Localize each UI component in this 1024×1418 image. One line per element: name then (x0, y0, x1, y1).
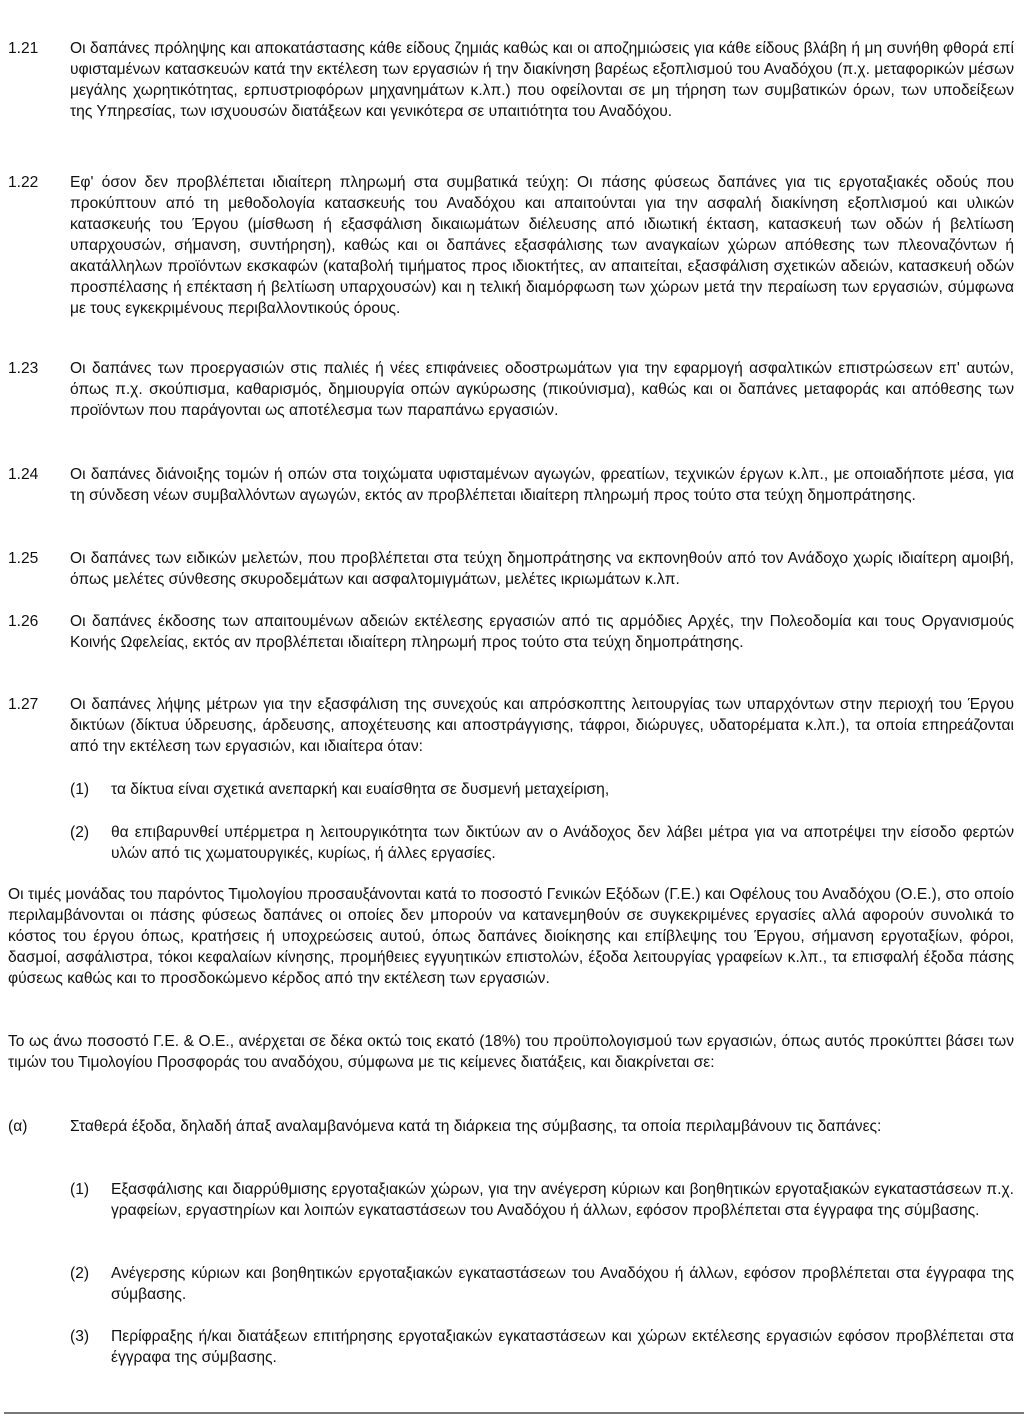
item-text: Οι δαπάνες πρόληψης και αποκατάστασης κάθε είδους ζημιάς καθώς και οι αποζημιώσεις για κάθε είδους βλάβη ή μη συνήθη φθορά επί υφισταμένων κατασκευών κατά την εκτέλεση των εργασιών ή την διακίνηση βαρέως εξοπλισμού του Αναδόχου (π.χ. μεταφορικών μέσων μεγάλης χωρητικότητας, ερπυστριοφόρων μηχανημάτων κ.λπ.) που οφείλονται σε μη τήρηση των συμβατικών όρων, των υποδείξεων της Υπηρεσίας, των ισχυουσών διατάξεων και γενικότερα σε υπαιτιότητα του Αναδόχου. (70, 40, 1014, 120)
page-bottom-divider (4, 1412, 1024, 1414)
body-paragraph: Οι τιμές μονάδας του παρόντος Τιμολογίου προσαυξάνονται κατά το ποσοστό Γενικών Εξόδων (Γ.Ε.) και Οφέλους του Αναδόχου (Ο.Ε.), στο οποίο περιλαμβάνονται οι πάσης φύσεως δαπάνες οι οποίες δεν μπορούν να κατανεμηθούν σε συγκεκριμένες εργασίες αλλά αφορούν συνολικά το κόστος του έργου όπως, κρατήσεις ή υποχρεώσεις αυτού, όπως δαπάνες διοίκησης και επίβλεψης του Έργου, σήμανση εργοταξίων, φόροι, δασμοί, ασφάλιστρα, τόκοι κεφαλαίων κίνησης, προμήθειες εγγυητικών επιστολών, έξοδα λειτουργίας γραφείων κ.λπ., τα επισφαλή έξοδα πάσης φύσεως καθώς και το προσδοκώμενο κέρδος από την εκτέλεση των εργασιών. (8, 886, 1014, 987)
item-number: 1.24 (8, 466, 39, 483)
item-number: 1.26 (8, 613, 39, 630)
section-text: Σταθερά έξοδα, δηλαδή άπαξ αναλαμβανόμενα κατά τη διάρκεια της σύμβασης, τα οποία περιλαμβάνουν τις δαπάνες: (70, 1118, 882, 1135)
subitem-number: (1) (70, 1181, 90, 1198)
item-number: 1.21 (8, 40, 39, 57)
item-number: 1.27 (8, 696, 39, 713)
subitem-text: θα επιβαρυνθεί υπέρμετρα η λειτουργικότητα των δικτύων αν ο Ανάδοχος δεν λάβει μέτρα για να αποτρέψει την είσοδο φερτών υλών από τις χωματουργικές, κυρίως, ή άλλες εργασίες. (111, 824, 1014, 862)
item-number: 1.23 (8, 360, 39, 377)
item-text: Οι δαπάνες λήψης μέτρων για την εξασφάλιση της συνεχούς και απρόσκοπτης λειτουργίας των υπαρχόντων στην περιοχή του Έργου δικτύων (δίκτυα ύδρευσης, άρδευσης, αποχέτευσης και αποστράγγισης, τάφροι, διώρυγες, υδατορέματα κ.λπ.), τα οποία επηρεάζονται από την εκτέλεση των εργασιών, και ιδιαίτερα όταν: (70, 696, 1014, 755)
body-paragraph: Το ως άνω ποσοστό Γ.Ε. & Ο.Ε., ανέρχεται σε δέκα οκτώ τοις εκατό (18%) του προϋπολογισμού των εργασιών, όπως αυτός προκύπτει βάσει των τιμών του Τιμολογίου Προσφοράς του αναδόχου, σύμφωνα με τις κείμενες διατάξεις, και διακρίνεται σε: (8, 1033, 1014, 1071)
item-number: 1.22 (8, 174, 39, 191)
subitem-number: (3) (70, 1328, 90, 1345)
item-text: Οι δαπάνες έκδοσης των απαιτουμένων αδειών εκτέλεσης εργασιών από τις αρμόδιες Αρχές, την Πολεοδομία και τους Οργανισμούς Κοινής Ωφελείας, εκτός αν προβλέπεται ιδιαίτερη πληρωμή προς τούτο στα τεύχη δημοπράτησης. (70, 613, 1014, 651)
item-text: Οι δαπάνες των προεργασιών στις παλιές ή νέες επιφάνειες οδοστρωμάτων για την εφαρμογή ασφαλτικών επιστρώσεων επ' αυτών, όπως π.χ. σκούπισμα, καθαρισμός, δημιουργία οπών αγκύρωσης (πικούνισμα), καθώς και οι δαπάνες μεταφοράς και απόθεσης των προϊόντων που παράγονται ως αποτέλεσμα των παραπάνω εργασιών. (70, 360, 1014, 419)
subitem-text: Περίφραξης ή/και διατάξεων επιτήρησης εργοταξιακών εγκαταστάσεων και χώρων εκτέλεσης εργασιών εφόσον προβλέπεται στα έγγραφα της σύμβασης. (111, 1328, 1014, 1366)
subitem-text: Εξασφάλισης και διαρρύθμισης εργοταξιακών χώρων, για την ανέγερση κύριων και βοηθητικών εργοταξιακών εγκαταστάσεων π.χ. γραφείων, εργαστηρίων και λοιπών εγκαταστάσεων του Αναδόχου ή άλλων, εφόσον προβλέπεται στα έγγραφα της σύμβασης. (111, 1181, 1014, 1219)
item-number: 1.25 (8, 550, 39, 567)
item-text: Εφ' όσον δεν προβλέπεται ιδιαίτερη πληρωμή στα συμβατικά τεύχη: Οι πάσης φύσεως δαπάνες για τις εργοταξιακές οδούς που προκύπτουν από τη μεθοδολογία κατασκευής του Αναδόχου και απαιτούνται για την ασφαλή διακίνηση εξοπλισμού και υλικών κατασκευής του Έργου (μίσθωση ή εξασφάλιση δικαιωμάτων διέλευσης από ιδιωτική έκταση, κατασκευή των οδών ή βελτίωση υπαρχουσών, σήμανση, συντήρηση), καθώς και οι δαπάνες εξασφάλισης των αναγκαίων χώρων απόθεσης των πλεοναζόντων ή ακατάλληλων προϊόντων εκσκαφών (καταβολή τιμήματος προς ιδιοκτήτες, αν απαιτείται, εξασφάλιση σχετικών αδειών, κατασκευή οδών προσπέλασης ή επέκταση ή βελτίωση υπαρχουσών) και η τελική διαμόρφωση των χώρων μετά την περαίωση των εργασιών, σύμφωνα με τους εγκεκριμένους περιβαλλοντικούς όρους. (70, 174, 1014, 317)
subitem-number: (2) (70, 1265, 90, 1282)
subitem-number: (2) (70, 824, 90, 841)
subitem-number: (1) (70, 781, 90, 798)
subitem-text: Ανέγερσης κύριων και βοηθητικών εργοταξιακών εγκαταστάσεων του Αναδόχου ή άλλων, εφόσον προβλέπεται στα έγγραφα της σύμβασης. (111, 1265, 1014, 1303)
item-text: Οι δαπάνες των ειδικών μελετών, που προβλέπεται στα τεύχη δημοπράτησης να εκπονηθούν από τον Ανάδοχο χωρίς ιδιαίτερη αμοιβή, όπως μελέτες σύνθεσης σκυροδεμάτων και ασφαλτομιγμάτων, μελέτες ικριωμάτων κ.λπ. (70, 550, 1014, 588)
subitem-text: τα δίκτυα είναι σχετικά ανεπαρκή και ευαίσθητα σε δυσμενή μεταχείριση, (111, 781, 610, 798)
section-number: (α) (8, 1118, 28, 1135)
item-text: Οι δαπάνες διάνοιξης τομών ή οπών στα τοιχώματα υφισταμένων αγωγών, φρεατίων, τεχνικών έργων κ.λπ., με οποιαδήποτε μέσα, για τη σύνδεση νέων συμβαλλόντων αγωγών, εκτός αν προβλέπεται ιδιαίτερη πληρωμή προς τούτο στα τεύχη δημοπράτησης. (70, 466, 1014, 504)
